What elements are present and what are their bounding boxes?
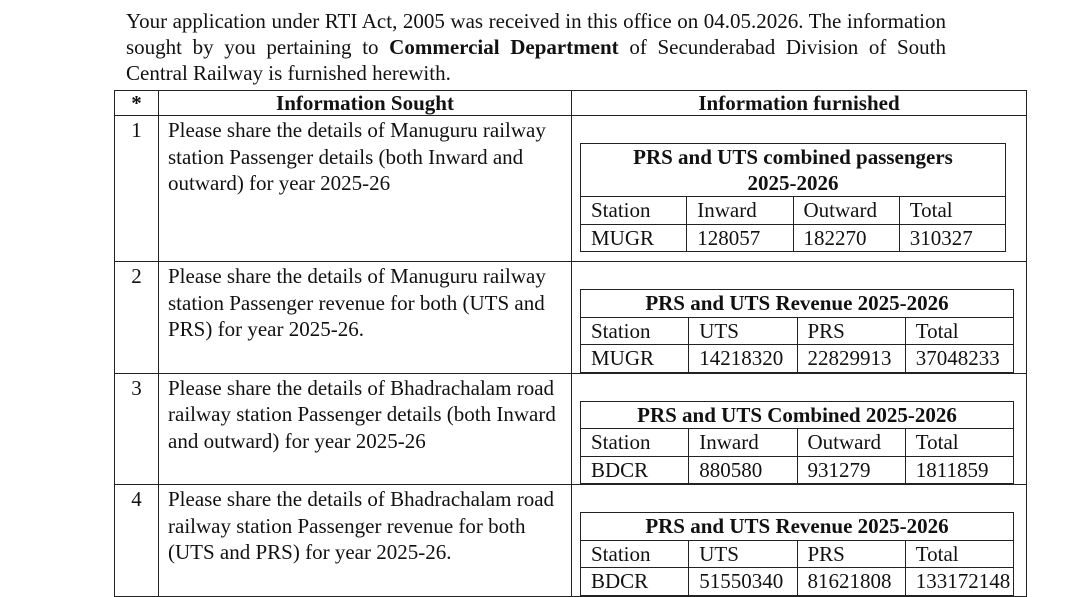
answer-value-total: 1811859 [905,456,1013,484]
answer-value-outward: 931279 [797,456,905,484]
row-number: 3 [115,373,159,485]
intro-text-part1: Your application under RTI Act, 2005 was received in this office on 04.05.2026. The information sought by you pertaining to [126,9,946,59]
row-question: Please share the details of Manuguru railway station Passenger revenue for both (UTS and PRS) for year 2025-26. [159,262,572,374]
answer-col-prs: PRS [797,317,905,345]
answer-value-row [581,345,1014,373]
answer-col-total: Total [899,197,1005,225]
answer-value-uts: 51550340 [689,568,797,596]
row-number: 2 [115,262,159,374]
table-row [115,373,1027,485]
header-information-sought: Information Sought [159,91,572,116]
answer-col-station: Station [581,197,687,225]
answer-value-row [581,456,1014,484]
answer-value-station: MUGR [581,345,689,373]
answer-col-outward: Outward [797,429,905,457]
answer-col-total: Total [905,429,1013,457]
answer-value-station: MUGR [581,224,687,252]
row-question: Please share the details of Bhadrachalam road railway station Passenger revenue for both (UTS and PRS) for year 2025-26. [159,485,572,597]
answer-value-station: BDCR [581,456,689,484]
answer-col-total: Total [905,540,1013,568]
row-answer [572,373,1027,485]
header-information-furnished: Information furnished [572,91,1027,116]
answer-table [580,289,1014,373]
answer-col-station: Station [581,540,689,568]
answer-caption: PRS and UTS Revenue 2025-2026 [581,513,1014,541]
answer-col-outward: Outward [793,197,899,225]
answer-value-row [581,224,1006,252]
table-row [115,116,1027,262]
rti-information-table [114,90,1027,597]
answer-caption: PRS and UTS Combined 2025-2026 [581,401,1014,429]
intro-department: Commercial Department [389,35,619,59]
answer-col-station: Station [581,317,689,345]
answer-value-total: 310327 [899,224,1005,252]
row-question: Please share the details of Bhadrachalam road railway station Passenger details (both Inward and outward) for year 2025-26 [159,373,572,485]
answer-caption [581,144,1006,197]
row-answer [572,485,1027,597]
answer-col-total: Total [905,317,1013,345]
answer-value-total: 37048233 [905,345,1013,373]
table-row [115,485,1027,597]
row-answer [572,116,1027,262]
intro-paragraph [126,8,946,86]
answer-value-prs: 22829913 [797,345,905,373]
row-question: Please share the details of Manuguru railway station Passenger details (both Inward and outward) for year 2025-26 [159,116,572,262]
row-answer [572,262,1027,374]
answer-caption: PRS and UTS Revenue 2025-2026 [581,290,1014,318]
answer-header-row [581,317,1014,345]
answer-value-total: 133172148 [905,568,1013,596]
answer-table [580,401,1014,485]
answer-col-inward: Inward [689,429,797,457]
answer-col-prs: PRS [797,540,905,568]
table-row [115,262,1027,374]
answer-value-inward: 880580 [689,456,797,484]
answer-caption-text: PRS and UTS combined passengers 2025-2026 [633,145,953,195]
answer-table [580,143,1006,252]
answer-col-uts: UTS [689,540,797,568]
row-number: 4 [115,485,159,597]
answer-header-row [581,197,1006,225]
answer-value-uts: 14218320 [689,345,797,373]
answer-header-row [581,540,1014,568]
table-header-row [115,91,1027,116]
row-number: 1 [115,116,159,262]
answer-col-inward: Inward [687,197,793,225]
header-serial: * [115,91,159,116]
answer-value-prs: 81621808 [797,568,905,596]
answer-table [580,512,1014,596]
answer-col-uts: UTS [689,317,797,345]
answer-col-station: Station [581,429,689,457]
answer-value-outward: 182270 [793,224,899,252]
answer-header-row [581,429,1014,457]
answer-value-inward: 128057 [687,224,793,252]
answer-value-row [581,568,1014,596]
answer-value-station: BDCR [581,568,689,596]
intro-text-part2: of Secunderabad Division of South Central Railway is furnished herewith. [126,35,946,85]
